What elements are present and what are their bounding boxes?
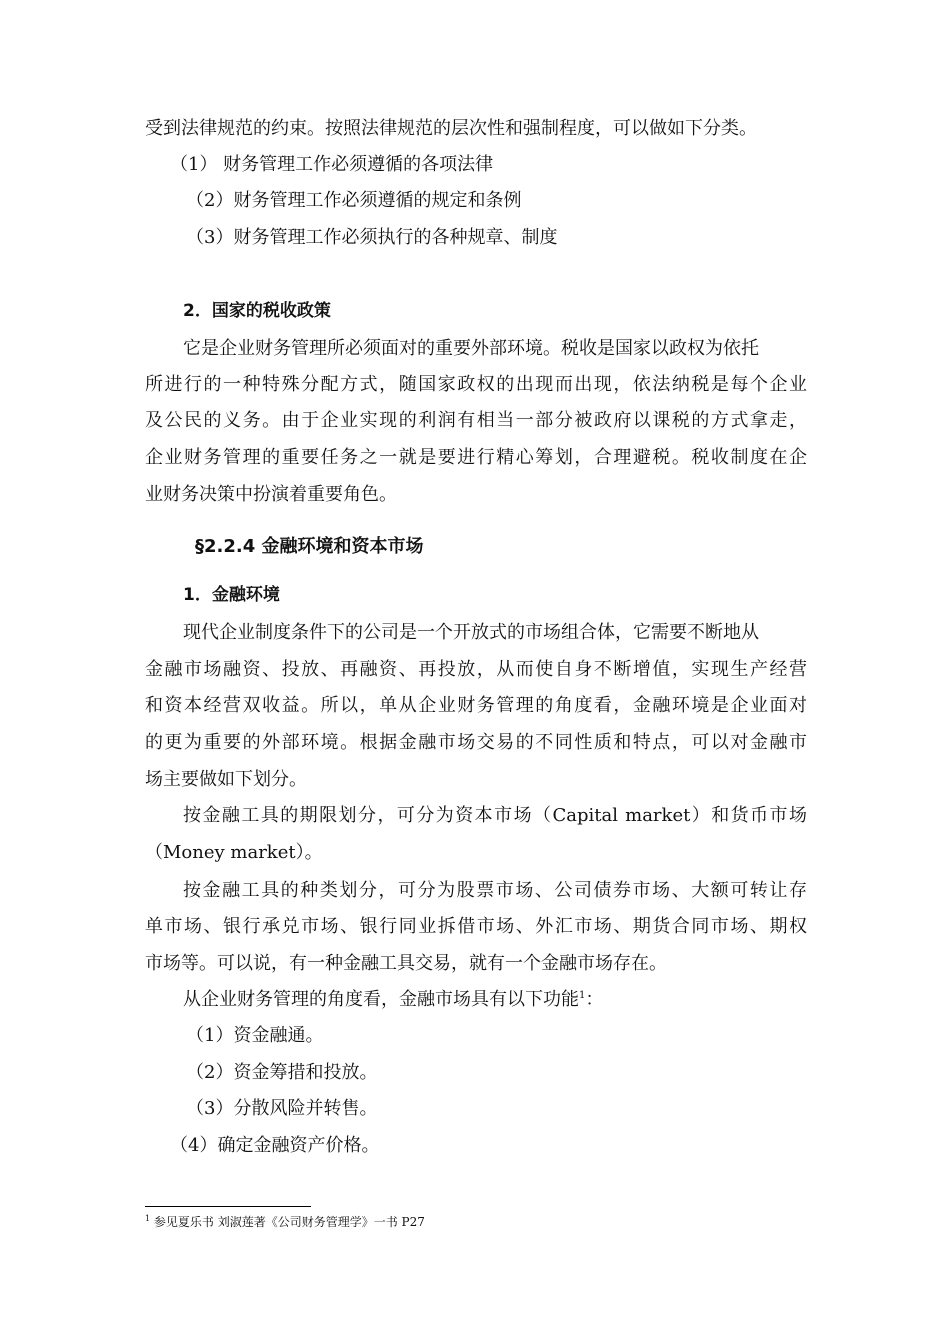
footnote-separator <box>145 1206 311 1207</box>
tax-paragraph-line: 它是企业财务管理所必须面对的重要外部环境。税收是国家以政权为依托 <box>183 338 759 359</box>
legal-list-item: （3）财务管理工作必须执行的各种规章、制度 <box>186 227 558 248</box>
tax-heading: 2．国家的税收政策 <box>183 301 331 321</box>
term-paragraph-line: （Money market）。 <box>145 842 323 863</box>
finance-paragraph-line: 金融市场融资、投放、再融资、再投放，从而使自身不断增值，实现生产经营 <box>145 659 807 680</box>
tax-paragraph-line: 业财务决策中扮演着重要角色。 <box>145 484 397 505</box>
footnote-text: 参见夏乐书 刘淑莲著《公司财务管理学》一书 P27 <box>150 1215 425 1229</box>
legal-list-item: （1） 财务管理工作必须遵循的各项法律 <box>170 154 494 175</box>
term-paragraph-line: 按金融工具的期限划分，可分为资本市场（Capital market）和货币市场 <box>183 805 807 826</box>
legal-list-item: （2）财务管理工作必须遵循的规定和条例 <box>186 190 522 211</box>
tax-paragraph-line: 及公民的义务。由于企业实现的利润有相当一部分被政府以课税的方式拿走， <box>145 410 807 431</box>
footnote-mark: 1 <box>145 1214 151 1223</box>
finance-paragraph-line: 和资本经营双收益。所以，单从企业财务管理的角度看，金融环境是企业面对 <box>145 695 807 716</box>
function-list-item: （4）确定金融资产价格。 <box>170 1135 380 1156</box>
function-intro <box>183 989 807 1011</box>
section-heading: §2.2.4 金融环境和资本市场 <box>195 536 424 557</box>
tax-paragraph-line: 企业财务管理的重要任务之一就是要进行精心筹划，合理避税。税收制度在企 <box>145 447 807 468</box>
function-list-item: （2）资金筹措和投放。 <box>186 1062 378 1083</box>
function-intro-colon: ： <box>585 989 604 1010</box>
finance-paragraph-line: 场主要做如下划分。 <box>145 769 307 790</box>
finance-paragraph-line: 的更为重要的外部环境。根据金融市场交易的不同性质和特点，可以对金融市 <box>145 732 807 753</box>
finance-heading: 1．金融环境 <box>183 585 280 605</box>
type-paragraph-line: 单市场、银行承兑市场、银行同业拆借市场、外汇市场、期货合同市场、期权 <box>145 916 807 937</box>
function-intro-text: 从企业财务管理的角度看，金融市场具有以下功能 <box>183 989 579 1010</box>
continuation-line: 受到法律规范的约束。按照法律规范的层次性和强制程度，可以做如下分类。 <box>145 118 757 139</box>
function-list-item: （3）分散风险并转售。 <box>186 1098 378 1119</box>
footnote <box>145 1214 425 1230</box>
footnote-reference[interactable]: 1 <box>579 990 586 1001</box>
function-list-item: （1）资金融通。 <box>186 1025 324 1046</box>
tax-paragraph-line: 所进行的一种特殊分配方式，随国家政权的出现而出现，依法纳税是每个企业 <box>145 374 807 395</box>
type-paragraph-line: 按金融工具的种类划分，可分为股票市场、公司债券市场、大额可转让存 <box>183 880 807 901</box>
finance-paragraph-line: 现代企业制度条件下的公司是一个开放式的市场组合体，它需要不断地从 <box>183 622 759 643</box>
type-paragraph-line: 市场等。可以说，有一种金融工具交易，就有一个金融市场存在。 <box>145 953 667 974</box>
